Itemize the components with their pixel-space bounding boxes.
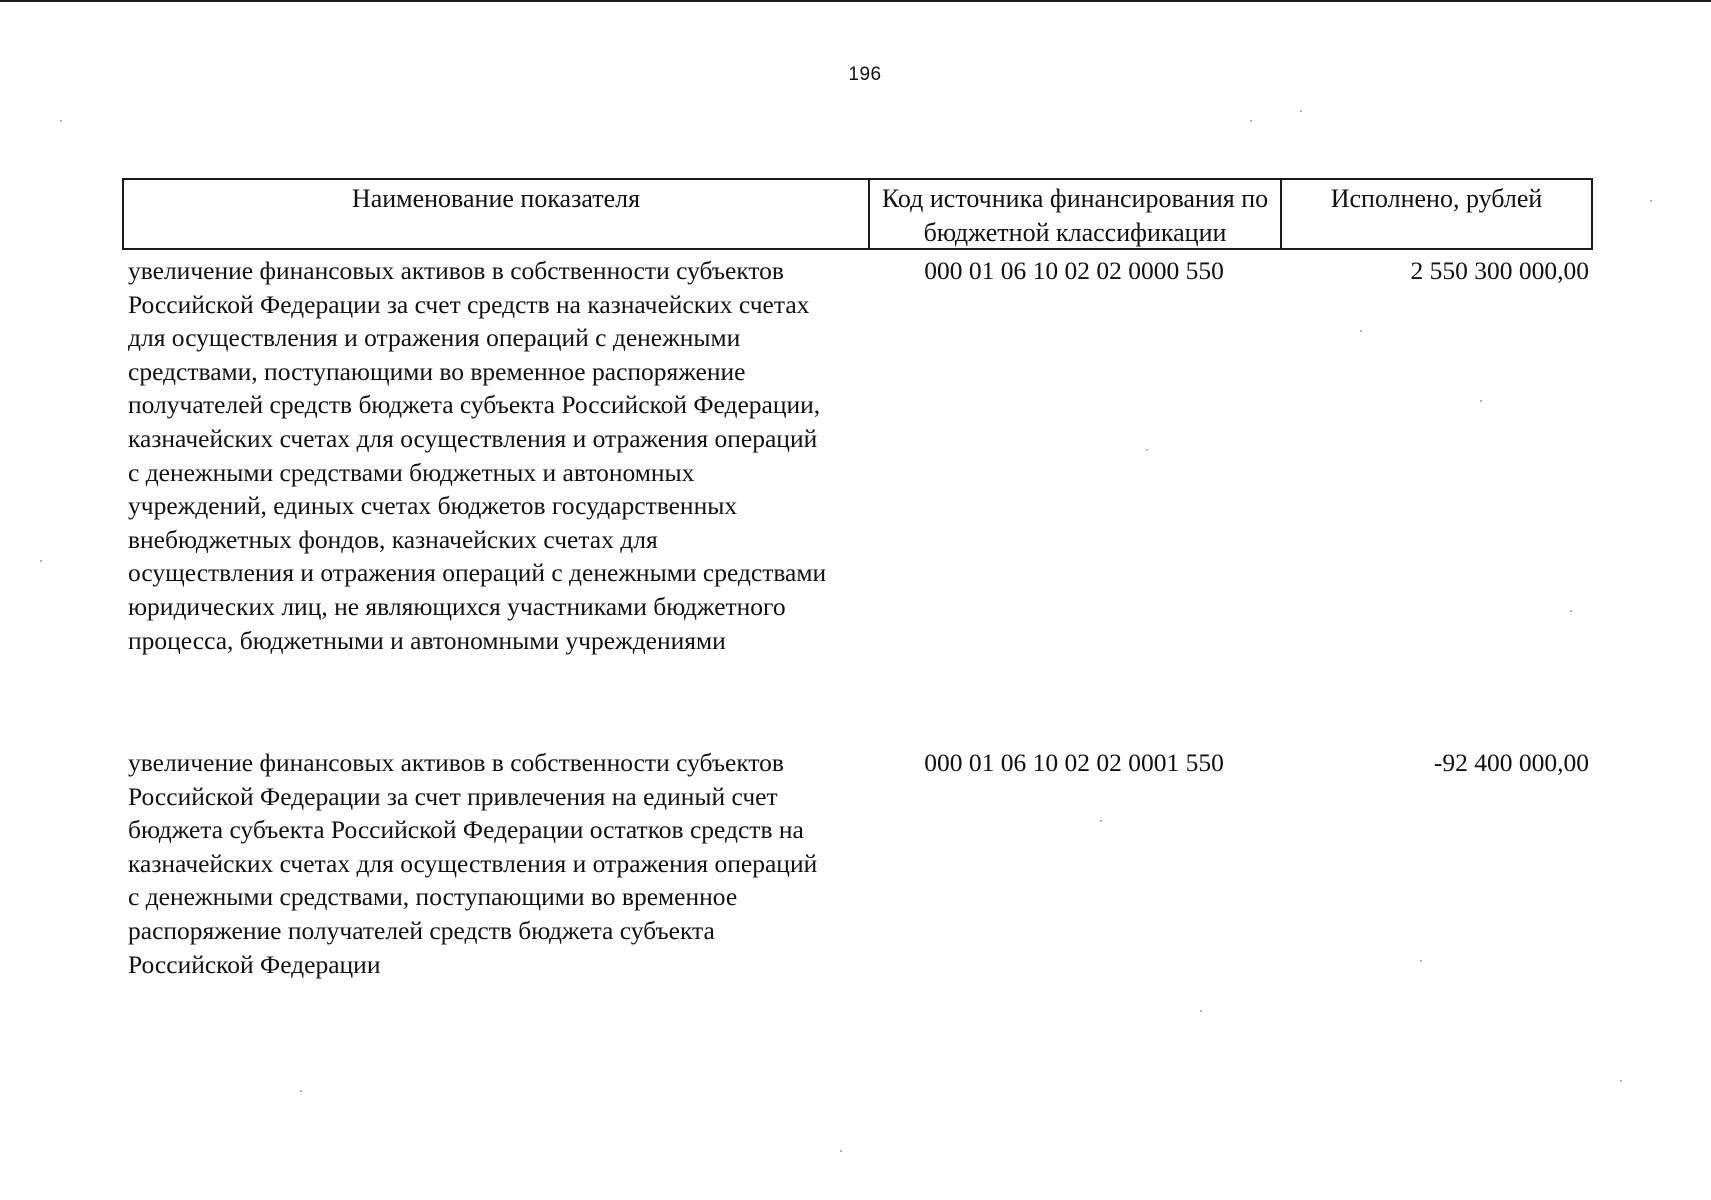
row-source-code: 000 01 06 10 02 02 0001 550 bbox=[924, 748, 1224, 777]
table-header-row bbox=[122, 178, 1593, 250]
page-top-edge bbox=[0, 0, 1711, 2]
table-row bbox=[122, 254, 1593, 657]
row-source-code: 000 01 06 10 02 02 0000 550 bbox=[924, 256, 1224, 285]
row-executed-amount: 2 550 300 000,00 bbox=[1410, 256, 1589, 285]
budget-table bbox=[122, 178, 1593, 979]
row-indicator-name: увеличение финансовых активов в собственности субъектов Российской Федерации за счет средств на казначейских счетах для осуществления и отражения операций с денежными средствами, поступающими во временное распоряжение получателей средств бюджета субъекта Российской Федерации, казначейских счетах для осуществления и отражения операций с денежными средствами бюджетных и автономных учреждений, единых счетах бюджетов государственных внебюджетных фондов, казначейских счетах для осуществления и отражения операций с денежными средствами юридических лиц, не являющихся участниками бюджетного процесса, бюджетными и автономными учреждениями bbox=[128, 256, 827, 655]
header-indicator-name: Наименование показателя bbox=[124, 180, 870, 248]
header-executed-amount: Исполнено, рублей bbox=[1330, 184, 1543, 213]
table-row bbox=[122, 746, 1593, 981]
page-number: 196 bbox=[848, 64, 882, 85]
row-indicator-name: увеличение финансовых активов в собственности субъектов Российской Федерации за счет привлечения на единый счет бюджета субъекта Российской Федерации остатков средств на казначейских счетах для осуществления и отражения операций с денежными средствами, поступающими во временное распоряжение получателей средств бюджета субъекта Российской Федерации bbox=[128, 748, 818, 979]
row-executed-amount: -92 400 000,00 bbox=[1433, 748, 1589, 777]
header-source-code: Код источника финансирования по бюджетной классификации bbox=[870, 180, 1282, 248]
